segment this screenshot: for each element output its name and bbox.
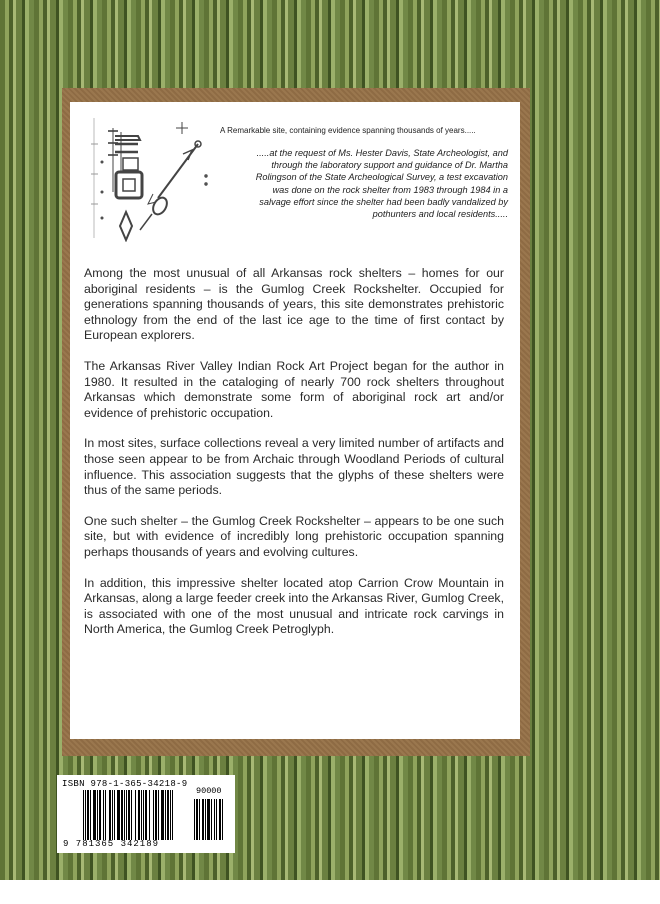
body-paragraph: In addition, this impressive shelter located atop Carrion Crow Mountain in Arkansas, along a large feeder creek into the Arkansas River, Gumlog Creek, is associated with one of the most unusual and intricate rock carvings in North America, the Gumlog Creek Petroglyph. [84, 575, 504, 637]
barcode-bar [112, 790, 113, 840]
barcode-bar [114, 790, 115, 840]
bottom-margin [0, 880, 660, 904]
barcode-bar [207, 799, 210, 840]
barcode-bar [141, 790, 142, 840]
barcode-bar [128, 790, 130, 840]
barcode-bar [216, 799, 217, 840]
barcode-bar [87, 790, 89, 840]
quote-block [220, 147, 508, 220]
barcode-bar [145, 790, 147, 840]
headline: A Remarkable site, containing evidence spanning thousands of years..... [220, 126, 476, 135]
barcode-bar [135, 790, 136, 840]
barcode-bar [155, 790, 157, 840]
barcode-bar [202, 799, 204, 840]
barcode-bar [143, 790, 144, 840]
barcode-bar [205, 799, 206, 840]
barcode-bar [121, 790, 123, 840]
barcode-bar [222, 799, 223, 840]
barcode-bar [97, 790, 98, 840]
barcode-bar [149, 790, 150, 840]
barcode-bar [131, 790, 132, 840]
quote-line: pothunters and local residents..... [372, 209, 508, 220]
barcode-bar [167, 790, 169, 840]
isbn-label: ISBN 978-1-365-34218-9 [62, 779, 188, 789]
barcode-bar [126, 790, 127, 840]
isbn-barcode [57, 775, 235, 853]
quote-line: through the laboratory support and guidance of Dr. Martha [271, 160, 508, 171]
barcode-bar [99, 790, 101, 840]
barcode-bar [138, 790, 140, 840]
barcode-bar [109, 790, 111, 840]
barcode-bar [153, 790, 154, 840]
price-barcode-bars [194, 799, 230, 840]
barcode-bar [83, 790, 84, 840]
quote-line: was done on the rock shelter from 1983 through 1984 in a [272, 184, 508, 195]
barcode-bar [211, 799, 212, 840]
barcode-bar [93, 790, 96, 840]
body-paragraph: The Arkansas River Valley Indian Rock Art Project began for the author in 1980. It resulted in the cataloging of nearly 700 rock shelters throughout Arkansas which demonstrate some form of aboriginal rock art and/or evidence of prehistoric occupation. [84, 358, 504, 420]
barcode-bar [172, 790, 173, 840]
ean-barcode-bars [83, 790, 191, 840]
barcode-bar [161, 790, 164, 840]
barcode-bar [105, 790, 106, 840]
ean-digits: 9 781365 342189 [63, 839, 160, 849]
body-paragraph: In most sites, surface collections reveal a very limited number of artifacts and those seen appear to be from Archaic through Woodland Periods of cultural influence. This association suggests that the glyphs of these shelters were thus of the same periods. [84, 436, 504, 498]
body-paragraph: Among the most unusual of all Arkansas rock shelters – homes for our aboriginal residents – is the Gumlog Creek Rockshelter. Occupied for generations spanning thousands of years, this site demonstrates prehistoric ethnology from the end of the last ice age to the time of first contact by European explorers. [84, 266, 504, 343]
barcode-bar [165, 790, 166, 840]
barcode-bar [219, 799, 221, 840]
barcode-bar [199, 799, 200, 840]
barcode-bar [196, 799, 198, 840]
barcode-bar [90, 790, 91, 840]
text-panel [70, 102, 520, 739]
body-text [84, 266, 504, 653]
barcode-bar [194, 799, 195, 840]
barcode-bar [103, 790, 104, 840]
petroglyph-illustration [88, 114, 213, 242]
body-paragraph: One such shelter – the Gumlog Creek Rockshelter – appears to be one such site, but with evidence of incredibly long prehistoric occupation spanning perhaps thousands of years and evolving cultures. [84, 513, 504, 559]
barcode-bar [170, 790, 171, 840]
barcode-bar [124, 790, 125, 840]
quote-line: salvage effort since the shelter had been badly vandalized by [259, 196, 508, 207]
barcode-bar [117, 790, 120, 840]
quote-line: Rolingson of the State Archeological Survey, a test excavation [255, 172, 508, 183]
header-quote [220, 126, 508, 220]
quote-line: .....at the request of Ms. Hester Davis, State Archeologist, and [256, 148, 508, 158]
barcode-bar [214, 799, 215, 840]
barcode-bar [158, 790, 159, 840]
barcode-bar [85, 790, 86, 840]
price-code: 90000 [196, 786, 222, 796]
